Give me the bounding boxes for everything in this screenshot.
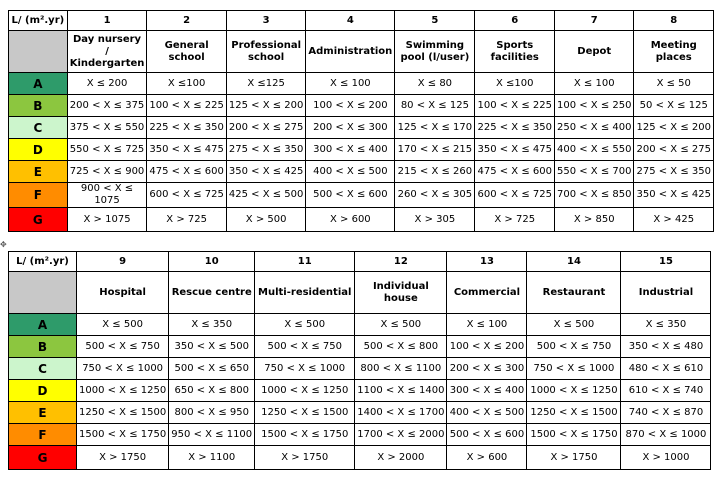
threshold-cell: X ≤ 100: [554, 73, 634, 95]
threshold-cell: 900 < X ≤ 1075: [67, 183, 147, 208]
energy-class-label: G: [9, 446, 77, 470]
threshold-cell: X ≤100: [475, 73, 555, 95]
threshold-cell: 500 < X ≤ 750: [77, 336, 169, 358]
building-type-name: Sports facilities: [475, 31, 555, 73]
threshold-cell: 200 < X ≤ 275: [226, 117, 306, 139]
threshold-cell: 100 < X ≤ 225: [475, 95, 555, 117]
threshold-cell: 800 < X ≤ 1100: [355, 358, 447, 380]
threshold-cell: 100 < X ≤ 250: [554, 95, 634, 117]
threshold-cell: 725 < X ≤ 900: [67, 161, 147, 183]
threshold-cell: X > 1075: [67, 208, 147, 232]
threshold-cell: 475 < X ≤ 600: [475, 161, 555, 183]
threshold-cell: 400 < X ≤ 500: [306, 161, 395, 183]
threshold-cell: 550 < X ≤ 725: [67, 139, 147, 161]
threshold-cell: 200 < X ≤ 300: [306, 117, 395, 139]
threshold-cell: X > 1750: [255, 446, 355, 470]
building-type-name: Individual house: [355, 272, 447, 314]
column-number: 12: [355, 252, 447, 272]
threshold-cell: 1000 < X ≤ 1250: [527, 380, 621, 402]
energy-class-label: D: [9, 380, 77, 402]
column-number: 7: [554, 11, 634, 31]
building-type-name: Rescue centre: [169, 272, 255, 314]
building-type-name: Day nursery / Kindergarten: [67, 31, 147, 73]
threshold-cell: X ≤ 500: [355, 314, 447, 336]
threshold-cell: 500 < X ≤ 650: [169, 358, 255, 380]
threshold-cell: 1250 < X ≤ 1500: [77, 402, 169, 424]
threshold-cell: 50 < X ≤ 125: [634, 95, 714, 117]
threshold-cell: 375 < X ≤ 550: [67, 117, 147, 139]
threshold-cell: 740 < X ≤ 870: [621, 402, 711, 424]
threshold-cell: X > 600: [447, 446, 527, 470]
threshold-cell: 1000 < X ≤ 1250: [255, 380, 355, 402]
table-row: [9, 446, 711, 470]
table-move-handle-icon[interactable]: ✥: [0, 240, 7, 249]
threshold-cell: 300 < X ≤ 400: [306, 139, 395, 161]
threshold-cell: 100 < X ≤ 225: [147, 95, 227, 117]
energy-class-label: E: [9, 161, 68, 183]
threshold-cell: 125 < X ≤ 170: [395, 117, 475, 139]
threshold-cell: X ≤ 100: [447, 314, 527, 336]
threshold-cell: 200 < X ≤ 275: [634, 139, 714, 161]
column-number: 9: [77, 252, 169, 272]
threshold-cell: 550 < X ≤ 700: [554, 161, 634, 183]
threshold-cell: 400 < X ≤ 550: [554, 139, 634, 161]
threshold-cell: 1000 < X ≤ 1250: [77, 380, 169, 402]
threshold-cell: X ≤ 500: [77, 314, 169, 336]
threshold-cell: X > 1100: [169, 446, 255, 470]
threshold-cell: X > 850: [554, 208, 634, 232]
threshold-cell: X ≤ 350: [621, 314, 711, 336]
building-type-name: Restaurant: [527, 272, 621, 314]
threshold-cell: X ≤100: [147, 73, 227, 95]
threshold-cell: 610 < X ≤ 740: [621, 380, 711, 402]
column-number: 6: [475, 11, 555, 31]
column-number: 1: [67, 11, 147, 31]
threshold-cell: 1500 < X ≤ 1750: [527, 424, 621, 446]
threshold-cell: 650 < X ≤ 800: [169, 380, 255, 402]
threshold-cell: 700 < X ≤ 850: [554, 183, 634, 208]
unit-header: L/ (m².yr): [9, 252, 77, 272]
energy-class-label: B: [9, 336, 77, 358]
threshold-cell: 1100 < X ≤ 1400: [355, 380, 447, 402]
threshold-cell: 1250 < X ≤ 1500: [255, 402, 355, 424]
threshold-cell: X > 600: [306, 208, 395, 232]
threshold-cell: 250 < X ≤ 400: [554, 117, 634, 139]
threshold-cell: 350 < X ≤ 475: [475, 139, 555, 161]
energy-class-label: D: [9, 139, 68, 161]
threshold-cell: 600 < X ≤ 725: [475, 183, 555, 208]
building-type-name: Hospital: [77, 272, 169, 314]
table-row: [9, 73, 714, 95]
threshold-cell: 1700 < X ≤ 2000: [355, 424, 447, 446]
table-row: [9, 358, 711, 380]
energy-class-table-1: [8, 10, 714, 232]
threshold-cell: 1500 < X ≤ 1750: [255, 424, 355, 446]
threshold-cell: 225 < X ≤ 350: [475, 117, 555, 139]
threshold-cell: 275 < X ≤ 350: [634, 161, 714, 183]
threshold-cell: 400 < X ≤ 500: [447, 402, 527, 424]
threshold-cell: 350 < X ≤ 425: [634, 183, 714, 208]
threshold-cell: 500 < X ≤ 800: [355, 336, 447, 358]
threshold-cell: 260 < X ≤ 305: [395, 183, 475, 208]
energy-class-label: C: [9, 358, 77, 380]
threshold-cell: 500 < X ≤ 600: [306, 183, 395, 208]
threshold-cell: 125 < X ≤ 200: [226, 95, 306, 117]
column-number: 14: [527, 252, 621, 272]
threshold-cell: 80 < X ≤ 125: [395, 95, 475, 117]
threshold-cell: 100 < X ≤ 200: [306, 95, 395, 117]
column-number: 8: [634, 11, 714, 31]
energy-class-label: B: [9, 95, 68, 117]
threshold-cell: 870 < X ≤ 1000: [621, 424, 711, 446]
table-row: [9, 161, 714, 183]
threshold-cell: 500 < X ≤ 750: [255, 336, 355, 358]
building-type-name: Industrial: [621, 272, 711, 314]
threshold-cell: 600 < X ≤ 725: [147, 183, 227, 208]
threshold-cell: X > 1750: [77, 446, 169, 470]
table-row: [9, 208, 714, 232]
threshold-cell: 350 < X ≤ 425: [226, 161, 306, 183]
threshold-cell: 350 < X ≤ 480: [621, 336, 711, 358]
blank-header-cell: [9, 31, 68, 73]
threshold-cell: 125 < X ≤ 200: [634, 117, 714, 139]
table-row: [9, 314, 711, 336]
threshold-cell: 350 < X ≤ 500: [169, 336, 255, 358]
threshold-cell: X ≤125: [226, 73, 306, 95]
building-type-name: Commercial: [447, 272, 527, 314]
threshold-cell: X > 725: [147, 208, 227, 232]
building-type-name: Administration: [306, 31, 395, 73]
energy-class-label: A: [9, 73, 68, 95]
building-type-name: Multi-residential: [255, 272, 355, 314]
energy-class-label: F: [9, 183, 68, 208]
threshold-cell: 750 < X ≤ 1000: [77, 358, 169, 380]
table-row: [9, 183, 714, 208]
column-number: 11: [255, 252, 355, 272]
threshold-cell: X > 2000: [355, 446, 447, 470]
threshold-cell: X > 500: [226, 208, 306, 232]
threshold-cell: X ≤ 80: [395, 73, 475, 95]
table-row: [9, 424, 711, 446]
energy-class-label: A: [9, 314, 77, 336]
building-type-name: General school: [147, 31, 227, 73]
threshold-cell: 475 < X ≤ 600: [147, 161, 227, 183]
energy-class-label: F: [9, 424, 77, 446]
threshold-cell: 100 < X ≤ 200: [447, 336, 527, 358]
threshold-cell: 500 < X ≤ 750: [527, 336, 621, 358]
threshold-cell: 1500 < X ≤ 1750: [77, 424, 169, 446]
table-row: [9, 336, 711, 358]
building-type-name: Depot: [554, 31, 634, 73]
threshold-cell: 750 < X ≤ 1000: [255, 358, 355, 380]
energy-class-label: E: [9, 402, 77, 424]
threshold-cell: 300 < X ≤ 400: [447, 380, 527, 402]
table-row: [9, 402, 711, 424]
building-type-name: Professional school: [226, 31, 306, 73]
column-number: 2: [147, 11, 227, 31]
threshold-cell: X ≤ 200: [67, 73, 147, 95]
unit-header: L/ (m².yr): [9, 11, 68, 31]
threshold-cell: 215 < X ≤ 260: [395, 161, 475, 183]
column-number: 3: [226, 11, 306, 31]
energy-class-label: C: [9, 117, 68, 139]
energy-class-label: G: [9, 208, 68, 232]
table-row: [9, 95, 714, 117]
table-row: [9, 139, 714, 161]
threshold-cell: X ≤ 500: [527, 314, 621, 336]
threshold-cell: 1250 < X ≤ 1500: [527, 402, 621, 424]
threshold-cell: 500 < X ≤ 600: [447, 424, 527, 446]
threshold-cell: 275 < X ≤ 350: [226, 139, 306, 161]
threshold-cell: 225 < X ≤ 350: [147, 117, 227, 139]
threshold-cell: X ≤ 100: [306, 73, 395, 95]
column-number: 5: [395, 11, 475, 31]
threshold-cell: 425 < X ≤ 500: [226, 183, 306, 208]
threshold-cell: 480 < X ≤ 610: [621, 358, 711, 380]
threshold-cell: X > 725: [475, 208, 555, 232]
threshold-cell: X > 1750: [527, 446, 621, 470]
threshold-cell: 170 < X ≤ 215: [395, 139, 475, 161]
threshold-cell: X > 305: [395, 208, 475, 232]
threshold-cell: 950 < X ≤ 1100: [169, 424, 255, 446]
threshold-cell: 200 < X ≤ 300: [447, 358, 527, 380]
energy-class-table-2: [8, 251, 711, 470]
building-type-name: Meeting places: [634, 31, 714, 73]
threshold-cell: X ≤ 50: [634, 73, 714, 95]
blank-header-cell: [9, 272, 77, 314]
threshold-cell: 200 < X ≤ 375: [67, 95, 147, 117]
column-number: 10: [169, 252, 255, 272]
threshold-cell: X > 425: [634, 208, 714, 232]
threshold-cell: X > 1000: [621, 446, 711, 470]
threshold-cell: X ≤ 500: [255, 314, 355, 336]
threshold-cell: 1400 < X ≤ 1700: [355, 402, 447, 424]
threshold-cell: 350 < X ≤ 475: [147, 139, 227, 161]
table-row: [9, 380, 711, 402]
table-row: [9, 117, 714, 139]
building-type-name: Swimming pool (l/user): [395, 31, 475, 73]
threshold-cell: 800 < X ≤ 950: [169, 402, 255, 424]
threshold-cell: 750 < X ≤ 1000: [527, 358, 621, 380]
threshold-cell: X ≤ 350: [169, 314, 255, 336]
column-number: 15: [621, 252, 711, 272]
column-number: 4: [306, 11, 395, 31]
column-number: 13: [447, 252, 527, 272]
